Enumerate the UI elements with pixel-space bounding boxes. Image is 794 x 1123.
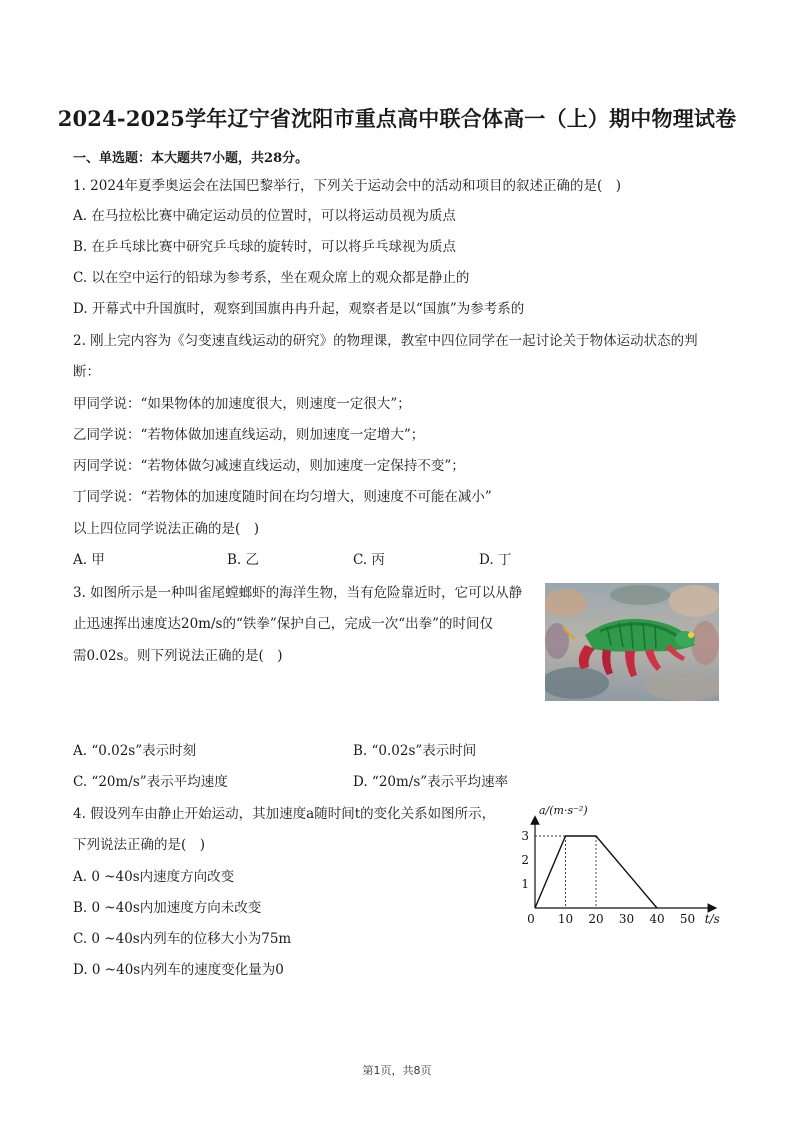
- graph-x-tick-label: 10: [557, 912, 574, 926]
- q4-option-a: A. 0 ~40s内速度方向改变: [73, 869, 235, 885]
- graph-x-tick-label: 20: [588, 912, 604, 926]
- q3-stem-line1: 3. 如图所示是一种叫雀尾螳螂虾的海洋生物，当有危险靠近时，它可以从静: [73, 585, 523, 601]
- q2-option-a: A. 甲: [73, 552, 105, 568]
- section-heading: 一、单选题：本大题共7小题，共28分。: [73, 151, 309, 166]
- q3-option-b: B. “0.02s”表示时间: [353, 743, 477, 759]
- page-title: 2024-2025学年辽宁省沈阳市重点高中联合体高一（上）期中物理试卷: [57, 106, 737, 131]
- q1-option-a: A. 在马拉松比赛中确定运动员的位置时，可以将运动员视为质点: [73, 208, 456, 224]
- graph-x-tick-label: 50: [679, 912, 696, 926]
- graph-y-tick-label: 3: [521, 829, 529, 843]
- q3-stem-line2: 止迅速挥出速度达20m/s的“铁拳”保护自己，完成一次“出拳”的时间仅: [73, 616, 494, 632]
- q1-option-b: B. 在乒乓球比赛中研究乒乓球的旋转时，可以将乒乓球视为质点: [73, 239, 457, 255]
- q2-option-d: D. 丁: [479, 552, 512, 568]
- q2-option-b: B. 乙: [227, 552, 260, 568]
- graph-origin-label: 0: [527, 912, 535, 926]
- q1-option-d: D. 开幕式中升国旗时，观察到国旗冉冉升起，观察者是以“国旗”为参考系的: [73, 301, 525, 317]
- q2-stem-line1: 2. 刚上完内容为《匀变速直线运动的研究》的物理课，教室中四位同学在一起讨论关于物体运动状态的判: [73, 333, 698, 349]
- q2-statement-bing: 丙同学说：“若物体做匀减速直线运动，则加速度一定保持不变”；: [73, 458, 465, 474]
- graph-y-label: a/(m·s⁻²): [539, 804, 588, 817]
- q4-option-b: B. 0 ~40s内加速度方向未改变: [73, 900, 262, 916]
- q4-option-d: D. 0 ~40s内列车的速度变化量为0: [73, 962, 284, 978]
- q3-option-c: C. “20m/s”表示平均速度: [73, 774, 228, 790]
- q3-stem-line3: 需0.02s。则下列说法正确的是( ): [73, 648, 283, 664]
- q2-stem-line2: 断：: [73, 364, 100, 380]
- q2-statement-yi: 乙同学说：“若物体做加速直线运动，则加速度一定增大”；: [73, 427, 425, 443]
- graph-x-label: t/s: [704, 912, 720, 926]
- acceleration-time-graph: [505, 800, 725, 930]
- q1-stem: 1. 2024年夏季奥运会在法国巴黎举行，下列关于运动会中的活动和项目的叙述正确的是( ): [73, 178, 622, 194]
- q2-option-c: C. 丙: [353, 552, 385, 568]
- q3-option-a: A. “0.02s”表示时刻: [73, 743, 197, 759]
- q4-option-c: C. 0 ~40s内列车的位移大小为75m: [73, 931, 292, 947]
- graph-x-tick-label: 40: [649, 912, 665, 926]
- q4-stem-line2: 下列说法正确的是( ): [73, 837, 206, 853]
- q2-ask: 以上四位同学说法正确的是( ): [73, 521, 260, 537]
- q1-option-c: C. 以在空中运行的铅球为参考系，坐在观众席上的观众都是静止的: [73, 270, 470, 286]
- graph-x-tick-label: 30: [618, 912, 635, 926]
- q4-stem-line1: 4. 假设列车由静止开始运动，其加速度a随时间t的变化关系如图所示，: [73, 806, 496, 822]
- q2-statement-ding: 丁同学说：“若物体的加速度随时间在均匀增大，则速度不可能在减小”: [73, 489, 492, 505]
- graph-y-tick-label: 1: [521, 877, 529, 891]
- graph-y-tick-label: 2: [521, 853, 529, 867]
- q2-statement-jia: 甲同学说：“如果物体的加速度很大，则速度一定很大”；: [73, 396, 411, 412]
- mantis-shrimp-photo: [545, 583, 719, 701]
- page-footer: 第1页，共8页: [362, 1064, 432, 1077]
- q3-option-d: D. “20m/s”表示平均速率: [353, 774, 509, 790]
